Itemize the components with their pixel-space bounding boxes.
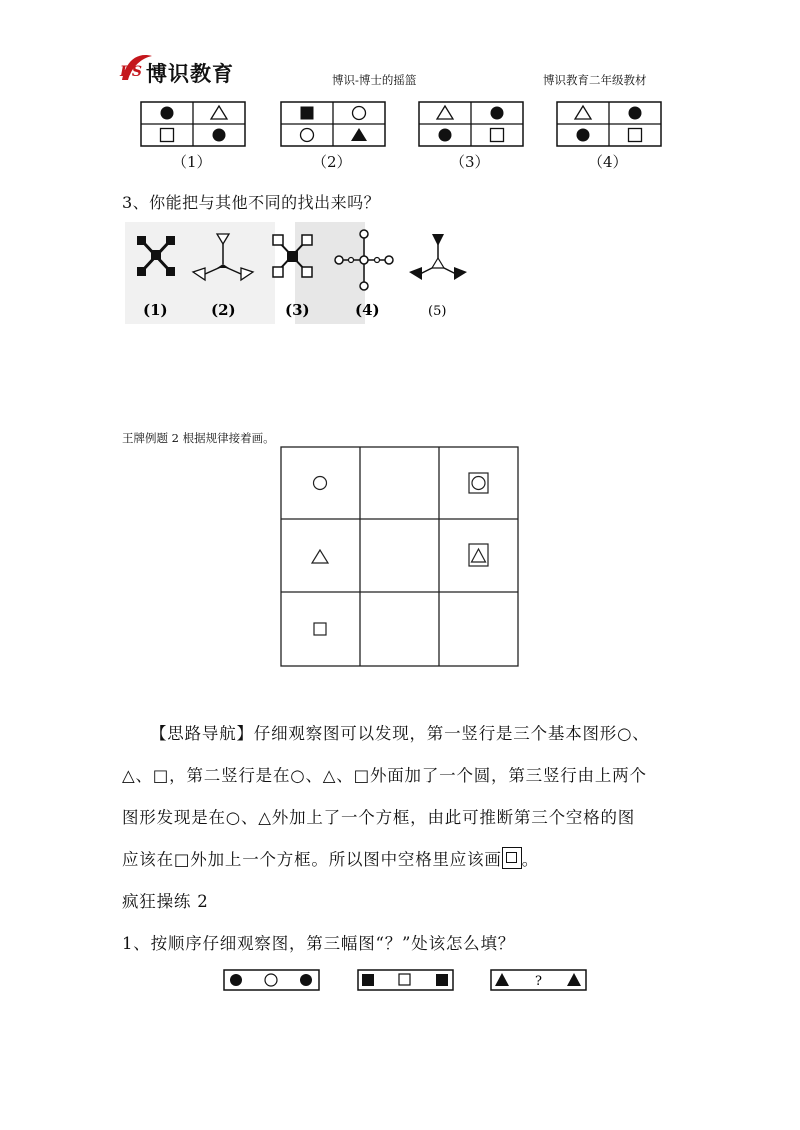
filled-circle-icon — [300, 974, 312, 986]
figure-label-3: (3) — [285, 301, 310, 319]
figure-label-4: (4) — [355, 301, 380, 319]
option-label-3: （3） — [450, 153, 490, 171]
analysis-line-4-end: 。 — [521, 850, 540, 869]
example-title: 王牌例题 2 根据规律接着画。 — [122, 431, 275, 445]
pattern-grid-svg — [280, 446, 520, 668]
filled-circle-icon — [161, 107, 174, 120]
filled-square-icon — [362, 974, 374, 986]
question-3-text: 3、你能把与其他不同的找出来吗？ — [122, 193, 381, 212]
odd-one-out-svg — [125, 222, 485, 327]
option-label-4: （4） — [588, 153, 628, 171]
brand-name: 博识教育 — [146, 62, 234, 86]
header-center: 博识-博士的摇篮 — [332, 73, 417, 87]
pattern-grid — [280, 446, 520, 668]
header-right: 博识教育二年级教材 — [543, 73, 647, 87]
practice-title: 疯狂操练 2 — [122, 892, 209, 911]
option-grid-1 — [140, 101, 246, 151]
filled-circle-icon — [629, 107, 642, 120]
analysis-line-4 — [122, 846, 539, 870]
boxed-square-answer-icon — [502, 847, 522, 869]
filled-square-icon — [436, 974, 448, 986]
figure-label-5: (5) — [428, 304, 447, 319]
analysis-line-3: 图形发现是在○、△外加上了一个方框，由此可推断第三个空格的图 — [122, 808, 636, 827]
analysis-line-1: 【思路导航】仔细观察图可以发现，第一竖行是三个基本图形○、 — [150, 724, 650, 743]
option-label-2: （2） — [312, 153, 352, 171]
figure-label-2: (2) — [211, 301, 236, 319]
analysis-line-4-text: 应该在□外加上一个方框。所以图中空格里应该画 — [122, 850, 502, 869]
question-mark: ? — [535, 974, 542, 989]
option-grid-2 — [280, 101, 386, 151]
filled-circle-icon — [439, 129, 452, 142]
figure-5-icon — [409, 234, 467, 280]
figure-label-1: (1) — [143, 301, 168, 319]
sequence-boxes — [222, 968, 592, 992]
filled-circle-icon — [491, 107, 504, 120]
practice-q1: 1、按顺序仔细观察图，第三幅图“？”处该怎么填？ — [122, 934, 516, 953]
odd-one-out-figures — [125, 222, 485, 327]
logo-mark-text: BS — [120, 64, 142, 80]
filled-square-icon — [301, 107, 314, 120]
filled-circle-icon — [213, 129, 226, 142]
sequence-svg — [222, 968, 592, 992]
option-label-1: （1） — [172, 153, 212, 171]
analysis-line-2: △、□，第二竖行是在○、△、□外面加了一个圆，第三竖行由上两个 — [122, 766, 647, 785]
filled-circle-icon — [230, 974, 242, 986]
filled-circle-icon — [577, 129, 590, 142]
option-grid-4 — [556, 101, 662, 151]
option-grid-3 — [418, 101, 524, 151]
